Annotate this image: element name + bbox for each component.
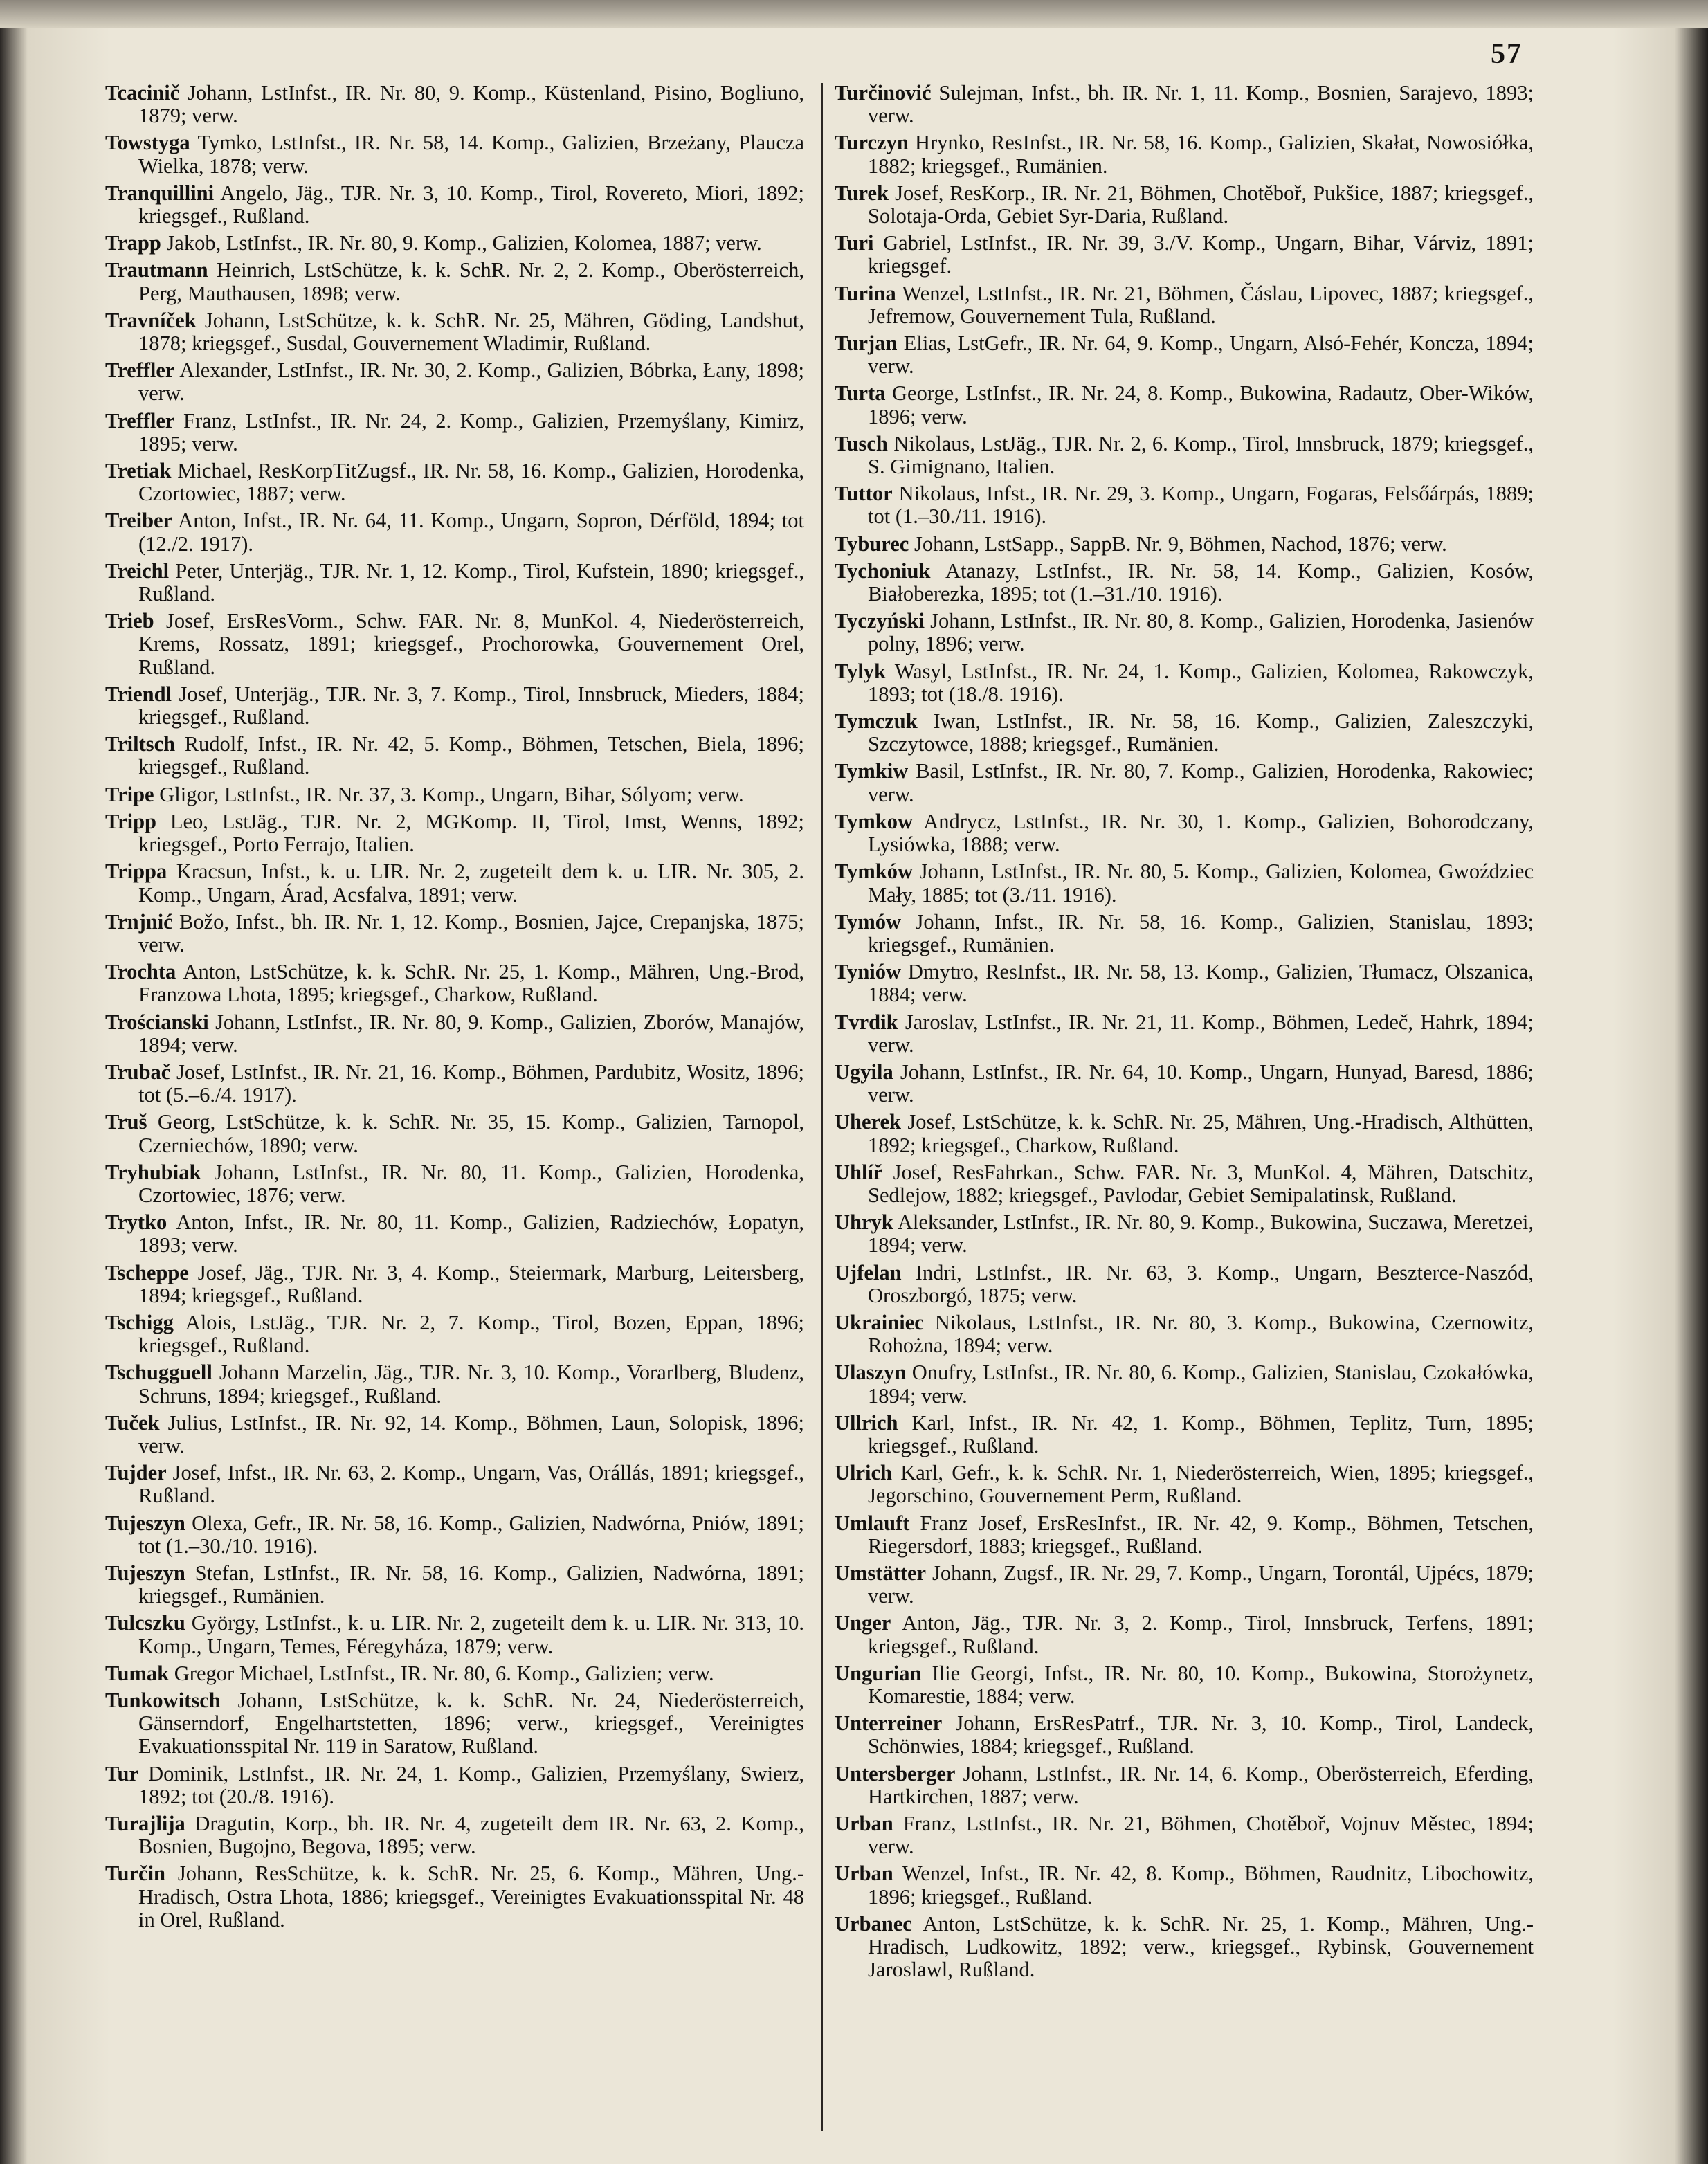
- entry-surname: Urban: [835, 1812, 893, 1836]
- entry: [835, 610, 1534, 655]
- entry: [835, 1011, 1534, 1057]
- entry-surname: Tymkow: [835, 809, 913, 833]
- entry-surname: Tymów: [835, 909, 902, 934]
- entry-details: Johann, LstInfst., IR. Nr. 14, 6. Komp., Oberösterreich, Eferding, Hartkirchen, 1887; verw.: [868, 1761, 1534, 1808]
- entry-details: Johann, Infst., IR. Nr. 58, 16. Komp., Galizien, Stanislau, 1893; kriegsgef., Rumänien.: [868, 909, 1534, 956]
- entry-surname: Tretiak: [105, 459, 172, 483]
- entry: [105, 783, 804, 806]
- entry: [835, 1662, 1534, 1708]
- left-column: [105, 82, 804, 1936]
- entry: [105, 232, 804, 255]
- entry-surname: Unger: [835, 1611, 891, 1635]
- entry-details: Elias, LstGefr., IR. Nr. 64, 9. Komp., Ungarn, Alsó-Fehér, Koncza, 1894; verw.: [868, 331, 1534, 379]
- entry-surname: Tusch: [835, 431, 888, 455]
- entry-details: Johann, LstInfst., IR. Nr. 80, 11. Komp., Galizien, Horodenka, Czortowiec, 1876; verw.: [138, 1160, 804, 1207]
- entry: [105, 961, 804, 1006]
- entry-details: Josef, LstSchütze, k. k. SchR. Nr. 25, Mähren, Ung.-Hradisch, Althütten, 1892; kriegsgef., Charkow, Rußland.: [868, 1110, 1534, 1157]
- entry-surname: Turek: [835, 181, 889, 205]
- entry: [835, 1812, 1534, 1858]
- entry-details: Josef, ResFahrkan., Schw. FAR. Nr. 3, MunKol. 4, Mähren, Datschitz, Sedlejow, 1882; kriegsgef., Pavlodar, Gebiet Semipalatinsk, Rußland.: [868, 1160, 1534, 1207]
- entry-surname: Tujeszyn: [105, 1561, 185, 1585]
- entry: [835, 182, 1534, 228]
- entry-surname: Tschigg: [105, 1310, 174, 1334]
- entry: [835, 131, 1534, 177]
- entry-surname: Ukrainiec: [835, 1310, 924, 1334]
- page-number: 57: [1491, 38, 1523, 70]
- entry-details: Hrynko, ResInfst., IR. Nr. 58, 16. Komp., Galizien, Skałat, Nowosiółka, 1882; kriegsgef., Rumänien.: [868, 131, 1534, 178]
- entry-details: Tymko, LstInfst., IR. Nr. 58, 14. Komp., Galizien, Brzeżany, Plaucza Wielka, 1878; verw.: [138, 131, 805, 178]
- entry-surname: Tur: [105, 1761, 139, 1785]
- entry: [105, 1412, 804, 1457]
- entry-details: Johann, LstInfst., IR. Nr. 80, 8. Komp., Galizien, Horodenka, Jasienów polny, 1896; verw.: [868, 609, 1534, 656]
- entry-details: Heinrich, LstSchütze, k. k. SchR. Nr. 2, 2. Komp., Oberösterreich, Perg, Mauthausen, 1898; verw.: [138, 258, 804, 305]
- entry: [105, 1061, 804, 1107]
- entry: [105, 1612, 804, 1657]
- entry-details: Nikolaus, Infst., IR. Nr. 29, 3. Komp., Ungarn, Fogaras, Felsőárpás, 1889; tot (1.–30./11. 1916).: [868, 482, 1534, 529]
- entry-surname: Tylyk: [835, 659, 887, 683]
- entry: [835, 760, 1534, 806]
- entry: [835, 1211, 1534, 1257]
- entry: [835, 1862, 1534, 1908]
- entry: [835, 710, 1534, 756]
- entry-surname: Umstätter: [835, 1561, 927, 1585]
- entry-surname: Truš: [105, 1110, 147, 1134]
- entry-details: Wasyl, LstInfst., IR. Nr. 24, 1. Komp., Galizien, Kolomea, Rakowczyk, 1893; tot (18./8. 1916).: [868, 659, 1534, 706]
- entry-surname: Ullrich: [835, 1410, 898, 1435]
- entry: [105, 1011, 804, 1057]
- entry-surname: Tyczyński: [835, 609, 925, 633]
- entry-surname: Turčinović: [835, 81, 932, 104]
- entry-details: Gligor, LstInfst., IR. Nr. 37, 3. Komp., Ungarn, Bihar, Sólyom; verw.: [159, 782, 744, 806]
- entry-surname: Uherek: [835, 1110, 902, 1134]
- entry-surname: Tscheppe: [105, 1260, 189, 1284]
- entry: [835, 961, 1534, 1006]
- entry-surname: Trubač: [105, 1060, 171, 1084]
- entry-details: Andrycz, LstInfst., IR. Nr. 30, 1. Komp., Galizien, Bohorodczany, Lysiówka, 1888; verw.: [868, 809, 1534, 857]
- entry: [105, 309, 804, 355]
- entry-surname: Tymczuk: [835, 709, 918, 734]
- entry: [835, 1412, 1534, 1457]
- entry: [835, 533, 1534, 556]
- entry-details: György, LstInfst., k. u. LIR. Nr. 2, zugeteilt dem k. u. LIR. Nr. 313, 10. Komp., Ungarn, Temes, Féregyháza, 1879; verw.: [138, 1611, 805, 1658]
- entry-details: Johann Marzelin, Jäg., TJR. Nr. 3, 10. Komp., Vorarlberg, Bludenz, Schruns, 1894; kriegsgef., Rußland.: [138, 1361, 804, 1408]
- entry-surname: Umlauft: [835, 1511, 910, 1535]
- entry-details: Jaroslav, LstInfst., IR. Nr. 21, 11. Komp., Böhmen, Ledeč, Hahrk, 1894; verw.: [868, 1010, 1534, 1057]
- entry: [105, 911, 804, 956]
- entry: [835, 810, 1534, 856]
- entry-surname: Tryhubiak: [105, 1160, 201, 1184]
- entry-details: Nikolaus, LstJäg., TJR. Nr. 2, 6. Komp., Tirol, Innsbruck, 1879; kriegsgef., S. Gimignano, Italien.: [868, 431, 1534, 479]
- entry-surname: Tvrdik: [835, 1010, 898, 1034]
- entry: [105, 1562, 804, 1608]
- entry-surname: Trautmann: [105, 258, 208, 282]
- entry: [105, 1311, 804, 1357]
- entry: [835, 911, 1534, 956]
- entry: [105, 1111, 804, 1156]
- entry: [105, 359, 804, 405]
- entry-details: Josef, ErsResVorm., Schw. FAR. Nr. 8, MunKol. 4, Niederösterreich, Krems, Rossatz, 1891; kriegsgef., Prochorowka, Gouvernement Orel, Rußland.: [138, 609, 804, 679]
- entry: [105, 1462, 804, 1507]
- entry: [835, 1562, 1534, 1608]
- entry-surname: Ujfelan: [835, 1260, 902, 1284]
- entry-surname: Trochta: [105, 960, 176, 984]
- entry-surname: Tumak: [105, 1661, 170, 1685]
- entry-details: Julius, LstInfst., IR. Nr. 92, 14. Komp., Böhmen, Laun, Solopisk, 1896; verw.: [138, 1410, 805, 1457]
- entry-details: Indri, LstInfst., IR. Nr. 63, 3. Komp., Ungarn, Beszterce-Naszód, Oroszborgó, 1875; verw.: [868, 1260, 1534, 1307]
- entry-details: Karl, Gefr., k. k. SchR. Nr. 1, Niederösterreich, Wien, 1895; kriegsgef., Jegorschino, Gouvernement Perm, Rußland.: [868, 1461, 1534, 1508]
- entry-surname: Treichl: [105, 558, 170, 583]
- entry-surname: Turi: [835, 231, 874, 255]
- entry-details: Aleksander, LstInfst., IR. Nr. 80, 9. Komp., Bukowina, Suczawa, Meretzei, 1894; verw.: [868, 1210, 1534, 1257]
- entry: [105, 1161, 804, 1207]
- entry-details: Anton, LstSchütze, k. k. SchR. Nr. 25, 1. Komp., Mähren, Ung.-Brod, Franzowa Lhota, 1895; kriegsgef., Charkow, Rußland.: [138, 960, 804, 1007]
- entry-surname: Ungurian: [835, 1661, 922, 1685]
- entry-details: Dragutin, Korp., bh. IR. Nr. 4, zugeteilt dem IR. Nr. 63, 2. Komp., Bosnien, Bugojno, Begova, 1895; verw.: [138, 1812, 804, 1859]
- entry-details: Olexa, Gefr., IR. Nr. 58, 16. Komp., Galizien, Nadwórna, Pniów, 1891; tot (1.–30./10. 1916).: [138, 1511, 805, 1558]
- entry-details: Stefan, LstInfst., IR. Nr. 58, 16. Komp., Galizien, Nadwórna, 1891; kriegsgef., Rumänien.: [138, 1561, 805, 1608]
- entry-surname: Ulrich: [835, 1461, 893, 1485]
- entry-surname: Tunkowitsch: [105, 1689, 221, 1712]
- entry: [835, 1712, 1534, 1758]
- entry-surname: Trnjnić: [105, 909, 173, 934]
- entry-surname: Trieb: [105, 609, 154, 633]
- entry-surname: Treffler: [105, 358, 175, 383]
- entry-surname: Turczyn: [835, 131, 909, 155]
- entry-surname: Turina: [835, 281, 896, 305]
- entry-details: Franz, LstInfst., IR. Nr. 21, Böhmen, Chotěboř, Vojnuv Městec, 1894; verw.: [868, 1812, 1534, 1859]
- entry-surname: Tyniów: [835, 960, 902, 984]
- entry-details: Johann, ResSchütze, k. k. SchR. Nr. 25, 6. Komp., Mähren, Ung.-Hradisch, Ostra Lhota, 1886; kriegsgef., Vereinigtes Evakuationsspital Nr. 48 in Orel, Rußland.: [138, 1862, 805, 1931]
- entry-surname: Triltsch: [105, 732, 176, 756]
- entry: [835, 1061, 1534, 1107]
- entry: [835, 1111, 1534, 1156]
- entry-details: Anton, Jäg., TJR. Nr. 3, 2. Komp., Tirol, Innsbruck, Terfens, 1891; kriegsgef., Rußland.: [868, 1611, 1534, 1658]
- entry-details: Peter, Unterjäg., TJR. Nr. 1, 12. Komp., Tirol, Kufstein, 1890; kriegsgef., Rußland.: [138, 558, 804, 606]
- entry: [835, 82, 1534, 127]
- entry: [105, 733, 804, 779]
- entry-surname: Tschugguell: [105, 1361, 212, 1385]
- entry: [835, 1512, 1534, 1558]
- entry-surname: Uhryk: [835, 1210, 893, 1235]
- entry-surname: Turjan: [835, 331, 898, 356]
- entry: [105, 410, 804, 455]
- entry-details: Dmytro, ResInfst., IR. Nr. 58, 13. Komp., Galizien, Tłumacz, Olszanica, 1884; verw.: [868, 960, 1534, 1007]
- entry-surname: Tcacinič: [105, 81, 180, 104]
- entry-details: Johann, LstInfst., IR. Nr. 80, 9. Komp., Galizien, Zborów, Manajów, 1894; verw.: [138, 1010, 804, 1057]
- right-column: [835, 82, 1534, 1985]
- entry-surname: Tyburec: [835, 531, 909, 556]
- entry-surname: Treiber: [105, 509, 173, 533]
- entry-surname: Turta: [835, 381, 886, 406]
- entry-details: Sulejman, Infst., bh. IR. Nr. 1, 11. Komp., Bosnien, Sarajevo, 1893; verw.: [868, 81, 1534, 128]
- entry: [835, 1612, 1534, 1657]
- entry-details: George, LstInfst., IR. Nr. 24, 8. Komp., Bukowina, Radautz, Ober-Wików, 1896; verw.: [868, 381, 1534, 428]
- entry-details: Atanazy, LstInfst., IR. Nr. 58, 14. Komp., Galizien, Kosów, Białoberezka, 1895; tot (1.–31./10. 1916).: [868, 558, 1534, 606]
- entry-details: Michael, ResKorpTitZugsf., IR. Nr. 58, 16. Komp., Galizien, Horodenka, Czortowiec, 1887; verw.: [138, 459, 805, 506]
- entry: [835, 1763, 1534, 1808]
- entry-details: Johann, LstSapp., SappB. Nr. 9, Böhmen, Nachod, 1876; verw.: [914, 531, 1447, 556]
- entry-details: Gabriel, LstInfst., IR. Nr. 39, 3./V. Komp., Ungarn, Bihar, Várviz, 1891; kriegsgef.: [868, 231, 1534, 278]
- column-divider: [821, 83, 823, 2131]
- entry: [105, 1812, 804, 1858]
- entry-details: Johann, LstSchütze, k. k. SchR. Nr. 25, Mähren, Göding, Landshut, 1878; kriegsgef., Susdal, Gouvernement Wladimir, Rußland.: [138, 308, 804, 356]
- entry-surname: Tujeszyn: [105, 1511, 185, 1535]
- entry-details: Nikolaus, LstInfst., IR. Nr. 80, 3. Komp., Bukowina, Czernowitz, Rohożna, 1894; verw.: [868, 1310, 1534, 1358]
- entry-details: Johann, LstInfst., IR. Nr. 80, 5. Komp., Galizien, Kolomea, Gwoździec Mały, 1885; tot (3./11. 1916).: [868, 860, 1534, 907]
- entry-surname: Trytko: [105, 1210, 167, 1235]
- entry-surname: Turajlija: [105, 1812, 185, 1836]
- entry: [105, 131, 804, 177]
- entry-surname: Urbanec: [835, 1911, 912, 1936]
- entry: [835, 433, 1534, 478]
- entry: [835, 232, 1534, 278]
- entry: [835, 382, 1534, 428]
- entry: [105, 182, 804, 228]
- entry-details: Basil, LstInfst., IR. Nr. 80, 7. Komp., Galizien, Horodenka, Rakowiec; verw.: [868, 759, 1534, 806]
- entry: [105, 259, 804, 304]
- entry-surname: Unterreiner: [835, 1711, 943, 1736]
- entry: [105, 1361, 804, 1407]
- entry: [835, 282, 1534, 328]
- entry-surname: Untersberger: [835, 1761, 956, 1785]
- entry: [105, 1262, 804, 1307]
- entry-details: Johann, ErsResPatrf., TJR. Nr. 3, 10. Komp., Tirol, Landeck, Schönwies, 1884; kriegsgef., Rußland.: [868, 1711, 1534, 1758]
- entry-surname: Tulcszku: [105, 1611, 185, 1635]
- entry-details: Karl, Infst., IR. Nr. 42, 1. Komp., Böhmen, Teplitz, Turn, 1895; kriegsgef., Rußland.: [868, 1410, 1534, 1457]
- entry-details: Wenzel, Infst., IR. Nr. 42, 8. Komp., Böhmen, Raudnitz, Libochowitz, 1896; kriegsgef., Rußland.: [868, 1862, 1534, 1909]
- entry-details: Johann, LstInfst., IR. Nr. 64, 10. Komp., Ungarn, Hunyad, Baresd, 1886; verw.: [868, 1060, 1534, 1107]
- entry-details: Kracsun, Infst., k. u. LIR. Nr. 2, zugeteilt dem k. u. LIR. Nr. 305, 2. Komp., Ungarn, Árad, Acsfalva, 1891; verw.: [138, 860, 804, 907]
- entry: [105, 82, 804, 127]
- entry-surname: Trościanski: [105, 1010, 209, 1034]
- entry-details: Josef, LstInfst., IR. Nr. 21, 16. Komp., Böhmen, Pardubitz, Wositz, 1896; tot (5.–6./4. 1917).: [138, 1060, 804, 1107]
- entry: [835, 860, 1534, 906]
- entry: [105, 1211, 804, 1257]
- entry: [835, 1311, 1534, 1357]
- entry-details: Johann, Zugsf., IR. Nr. 29, 7. Komp., Ungarn, Torontál, Ujpécs, 1879; verw.: [868, 1561, 1534, 1608]
- entry-surname: Trippa: [105, 860, 167, 884]
- entry-surname: Tuček: [105, 1410, 160, 1435]
- entry-details: Leo, LstJäg., TJR. Nr. 2, MGKomp. II, Tirol, Imst, Wenns, 1892; kriegsgef., Porto Ferrajo, Italien.: [138, 809, 805, 857]
- page-top-edge: [0, 0, 1708, 28]
- entry-surname: Tripp: [105, 809, 157, 833]
- entry-surname: Tripe: [105, 782, 154, 806]
- entry-details: Rudolf, Infst., IR. Nr. 42, 5. Komp., Böhmen, Tetschen, Biela, 1896; kriegsgef., Rußland.: [138, 732, 804, 779]
- entry-surname: Ulaszyn: [835, 1361, 907, 1385]
- entry-surname: Triendl: [105, 682, 172, 706]
- entry: [105, 1862, 804, 1931]
- entry-surname: Tymkiw: [835, 759, 909, 783]
- entry: [835, 560, 1534, 606]
- entry: [835, 1462, 1534, 1507]
- entry: [105, 810, 804, 856]
- entry-details: Josef, Jäg., TJR. Nr. 3, 4. Komp., Steiermark, Marburg, Leitersberg, 1894; kriegsgef., Rußland.: [138, 1260, 805, 1307]
- entry: [105, 460, 804, 505]
- entry-surname: Tychoniuk: [835, 558, 931, 583]
- entry-surname: Towstyga: [105, 131, 190, 155]
- entry: [105, 1763, 804, 1808]
- entry-details: Gregor Michael, LstInfst., IR. Nr. 80, 6. Komp., Galizien; verw.: [174, 1661, 714, 1685]
- entry-details: Ilie Georgi, Infst., IR. Nr. 80, 10. Komp., Bukowina, Storożynetz, Komarestie, 1884; verw.: [868, 1661, 1534, 1708]
- entry-surname: Travníček: [105, 308, 197, 332]
- entry: [105, 1689, 804, 1758]
- entry: [835, 332, 1534, 378]
- entry: [105, 860, 804, 906]
- entry-surname: Ugyila: [835, 1060, 893, 1084]
- entry-surname: Tujder: [105, 1461, 167, 1485]
- entry: [835, 482, 1534, 528]
- entry-details: Franz, LstInfst., IR. Nr. 24, 2. Komp., Galizien, Przemyślany, Kimirz, 1895; verw.: [138, 408, 804, 455]
- entry-details: Iwan, LstInfst., IR. Nr. 58, 16. Komp., Galizien, Zaleszczyki, Szczytowce, 1888; kriegsgef., Rumänien.: [868, 709, 1534, 756]
- entry-details: Onufry, LstInfst., IR. Nr. 80, 6. Komp., Galizien, Stanislau, Czokałówka, 1894; verw.: [868, 1361, 1534, 1408]
- entry-details: Josef, Infst., IR. Nr. 63, 2. Komp., Ungarn, Vas, Orállás, 1891; kriegsgef., Rußland.: [138, 1461, 805, 1508]
- entry-surname: Tuttor: [835, 482, 893, 506]
- entry-details: Johann, LstSchütze, k. k. SchR. Nr. 24, Niederösterreich, Gänserndorf, Engelhartstetten, 1896; verw., kriegsgef., Vereinigtes Evakuationsspital Nr. 119 in Saratow, Rußland.: [138, 1689, 805, 1758]
- entry: [835, 1161, 1534, 1207]
- entry-details: Anton, Infst., IR. Nr. 64, 11. Komp., Ungarn, Sopron, Dérföld, 1894; tot (12./2. 1917).: [138, 509, 804, 556]
- entry: [105, 1512, 804, 1558]
- entry: [835, 1361, 1534, 1407]
- entry-details: Johann, LstInfst., IR. Nr. 80, 9. Komp., Küstenland, Pisino, Bogliuno, 1879; verw.: [138, 81, 805, 128]
- entry-surname: Tranquillini: [105, 181, 215, 205]
- entry-details: Anton, Infst., IR. Nr. 80, 11. Komp., Galizien, Radziechów, Łopatyn, 1893; verw.: [138, 1210, 804, 1257]
- entry-details: Dominik, LstInfst., IR. Nr. 24, 1. Komp., Galizien, Przemyślany, Swierz, 1892; tot (20./8. 1916).: [138, 1761, 805, 1808]
- entry: [835, 1262, 1534, 1307]
- entry: [835, 660, 1534, 706]
- entry-details: Alexander, LstInfst., IR. Nr. 30, 2. Komp., Galizien, Bóbrka, Łany, 1898; verw.: [138, 358, 805, 406]
- entry-details: Franz Josef, ErsResInfst., IR. Nr. 42, 9. Komp., Böhmen, Tetschen, Riegersdorf, 1883; kriegsgef., Rußland.: [868, 1511, 1534, 1558]
- entry-surname: Urban: [835, 1862, 893, 1886]
- entry-surname: Uhlíř: [835, 1160, 883, 1184]
- entry-surname: Trapp: [105, 231, 161, 255]
- entry-details: Anton, LstSchütze, k. k. SchR. Nr. 25, 1. Komp., Mähren, Ung.-Hradisch, Ludkowitz, 1892; verw., kriegsgef., Rybinsk, Gouvernement Jaroslawl, Rußland.: [868, 1911, 1534, 1982]
- entry-details: Georg, LstSchütze, k. k. SchR. Nr. 35, 15. Komp., Galizien, Tarnopol, Czerniechów, 1890; verw.: [138, 1110, 805, 1157]
- entry-surname: Tymków: [835, 860, 913, 884]
- entry: [105, 683, 804, 729]
- entry-details: Alois, LstJäg., TJR. Nr. 2, 7. Komp., Tirol, Bozen, Eppan, 1896; kriegsgef., Rußland.: [138, 1310, 804, 1358]
- entry-details: Josef, Unterjäg., TJR. Nr. 3, 7. Komp., Tirol, Innsbruck, Mieders, 1884; kriegsgef., Rußland.: [138, 682, 804, 729]
- entry-details: Josef, ResKorp., IR. Nr. 21, Böhmen, Chotěboř, Pukšice, 1887; kriegsgef., Solotaja-Orda, Gebiet Syr-Daria, Rußland.: [868, 181, 1534, 228]
- entry-details: Jakob, LstInfst., IR. Nr. 80, 9. Komp., Galizien, Kolomea, 1887; verw.: [166, 231, 762, 255]
- entry-surname: Turčin: [105, 1862, 166, 1886]
- entry: [105, 560, 804, 606]
- entry: [105, 1662, 804, 1685]
- entry-details: Wenzel, LstInfst., IR. Nr. 21, Böhmen, Čáslau, Lipovec, 1887; kriegsgef., Jefremow, Gouvernement Tula, Rußland.: [868, 281, 1534, 328]
- entry: [835, 1913, 1534, 1982]
- entry-details: Božo, Infst., bh. IR. Nr. 1, 12. Komp., Bosnien, Jajce, Crepanjska, 1875; verw.: [138, 909, 804, 956]
- entry: [105, 509, 804, 555]
- entry-surname: Treffler: [105, 408, 175, 433]
- entry-details: Angelo, Jäg., TJR. Nr. 3, 10. Komp., Tirol, Rovereto, Miori, 1892; kriegsgef., Rußland.: [138, 181, 804, 228]
- entry: [105, 610, 804, 679]
